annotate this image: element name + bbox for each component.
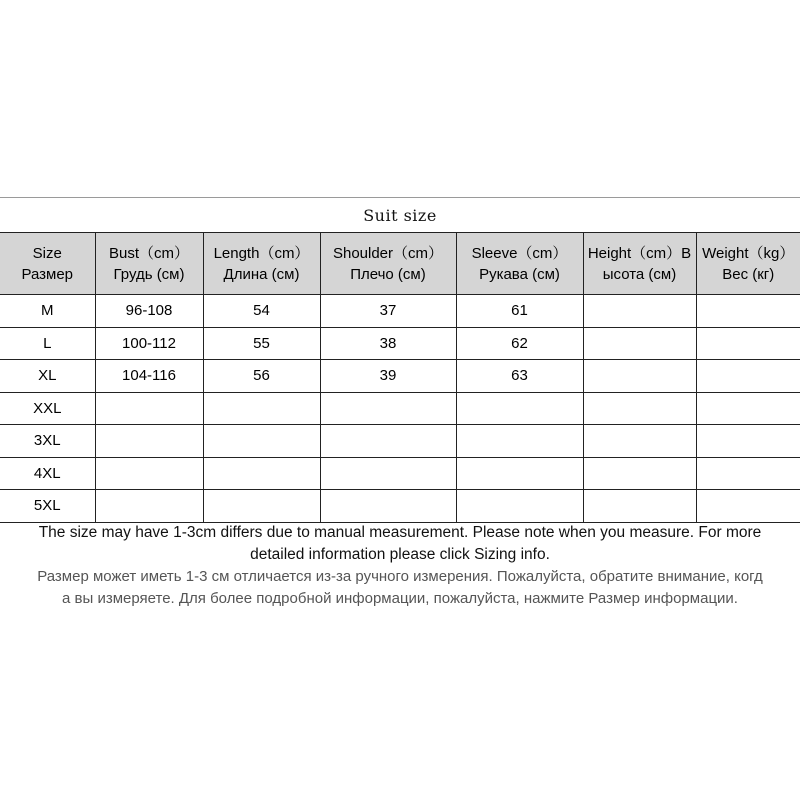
table-row <box>0 327 800 360</box>
size-cell: 5XL <box>0 490 95 523</box>
table-row <box>0 457 800 490</box>
column-header-line: Рукава (см) <box>479 265 560 283</box>
table-cell <box>95 457 203 490</box>
column-header-line: Size <box>32 244 62 262</box>
table-cell <box>320 457 456 490</box>
column-header-line: Грудь (см) <box>113 265 185 283</box>
column-header <box>320 233 456 295</box>
table-cell <box>696 425 800 458</box>
note-line: detailed information please click Sizing info. <box>250 545 550 563</box>
size-cell: 4XL <box>0 457 95 490</box>
size-cell: 3XL <box>0 425 95 458</box>
table-cell <box>456 425 583 458</box>
column-header <box>583 233 696 295</box>
table-cell <box>456 490 583 523</box>
table-cell <box>203 490 320 523</box>
table-row <box>0 295 800 328</box>
column-header <box>203 233 320 295</box>
table-cell <box>320 425 456 458</box>
size-cell: XL <box>0 360 95 393</box>
measurement-note-russian <box>0 566 800 609</box>
table-cell: 37 <box>320 295 456 328</box>
table-row <box>0 425 800 458</box>
column-header-line: Вес (кг) <box>722 265 775 283</box>
table-cell <box>696 295 800 328</box>
measurement-note-english <box>0 522 800 565</box>
table-title: Suit size <box>363 206 437 225</box>
column-header-line: Размер <box>21 265 74 283</box>
table-cell: 63 <box>456 360 583 393</box>
table-cell: 38 <box>320 327 456 360</box>
table-cell: 61 <box>456 295 583 328</box>
table-cell <box>95 425 203 458</box>
table-cell <box>583 360 696 393</box>
table-cell <box>583 457 696 490</box>
table-header-row <box>0 233 800 295</box>
table-row <box>0 360 800 393</box>
column-header-line: Длина (см) <box>223 265 300 283</box>
column-header-line: Weight（kg） <box>702 244 795 262</box>
table-cell: 104-116 <box>95 360 203 393</box>
table-cell <box>696 392 800 425</box>
table-cell <box>320 392 456 425</box>
table-cell <box>95 490 203 523</box>
table-cell <box>583 327 696 360</box>
table-cell <box>696 327 800 360</box>
column-header <box>456 233 583 295</box>
table-cell <box>696 490 800 523</box>
table-cell <box>456 457 583 490</box>
table-row <box>0 392 800 425</box>
table-cell: 96-108 <box>95 295 203 328</box>
column-header-line: Height（cm）В <box>587 244 692 262</box>
top-divider <box>0 197 800 198</box>
table-cell <box>203 457 320 490</box>
table-cell: 100-112 <box>95 327 203 360</box>
size-cell: XXL <box>0 392 95 425</box>
size-chart-table <box>0 232 800 523</box>
table-cell: 54 <box>203 295 320 328</box>
column-header <box>0 233 95 295</box>
note-line: The size may have 1-3cm differs due to manual measurement. Please note when you measure. For more <box>38 524 762 541</box>
column-header-line: Bust（cm） <box>108 244 189 262</box>
column-header-line: ысота (см) <box>602 265 677 283</box>
note-line: а вы измеряете. Для более подробной информации, пожалуйста, нажмите Размер информации. <box>62 589 738 607</box>
table-cell <box>203 392 320 425</box>
table-cell: 56 <box>203 360 320 393</box>
column-header-line: Sleeve（cm） <box>471 244 568 262</box>
table-cell <box>456 392 583 425</box>
table-cell <box>203 425 320 458</box>
column-header-line: Shoulder（cm） <box>332 244 444 262</box>
size-cell: L <box>0 327 95 360</box>
table-row <box>0 490 800 523</box>
column-header <box>696 233 800 295</box>
table-cell <box>583 392 696 425</box>
table-cell <box>583 295 696 328</box>
note-line: Размер может иметь 1-3 см отличается из-за ручного измерения. Пожалуйста, обратите внимание, когд <box>37 568 763 585</box>
table-body <box>0 295 800 523</box>
table-cell <box>696 360 800 393</box>
table-cell: 39 <box>320 360 456 393</box>
column-header <box>95 233 203 295</box>
table-cell: 62 <box>456 327 583 360</box>
column-header-line: Length（cm） <box>213 244 310 262</box>
table-cell <box>583 425 696 458</box>
table-cell <box>696 457 800 490</box>
column-header-line: Плечо (см) <box>350 265 426 283</box>
size-cell: M <box>0 295 95 328</box>
table-cell <box>95 392 203 425</box>
table-cell <box>320 490 456 523</box>
table-cell <box>583 490 696 523</box>
table-cell: 55 <box>203 327 320 360</box>
